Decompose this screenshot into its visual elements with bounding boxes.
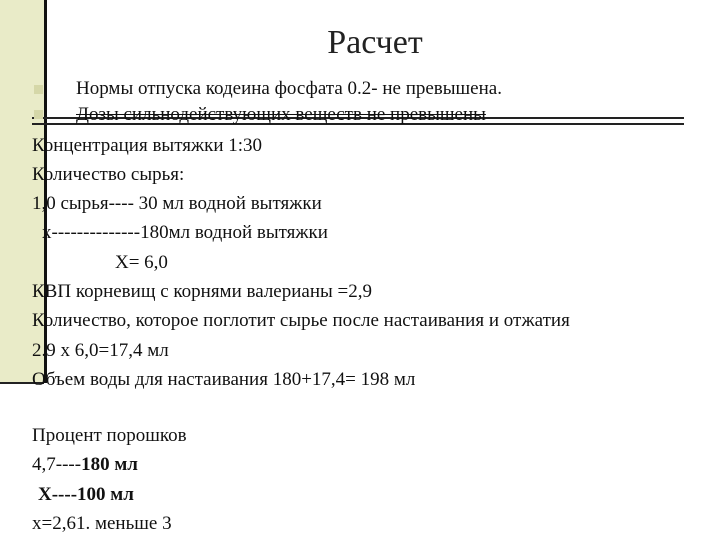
kvp-line: КВП корневищ с корнями валерианы =2,9 bbox=[32, 281, 372, 302]
quantity-heading: Количество сырья: bbox=[32, 164, 185, 185]
powder-line-1 bbox=[32, 454, 138, 476]
bullet-square-icon bbox=[34, 85, 43, 94]
result-x: Х= 6,0 bbox=[115, 252, 168, 273]
proportion-line-2: х--------------180мл водной вытяжки bbox=[42, 222, 328, 243]
calc-line: 2.9 х 6,0=17,4 мл bbox=[32, 340, 169, 361]
page-title: Расчет bbox=[327, 24, 423, 61]
proportion-line-1: 1,0 сырья---- 30 мл водной вытяжки bbox=[32, 193, 322, 214]
concentration-line: Концентрация вытяжки 1:30 bbox=[32, 135, 263, 156]
powder-line-2: Х----100 мл bbox=[38, 484, 134, 505]
water-volume-line: Объем воды для настаивания 180+17,4= 198 мл bbox=[32, 369, 416, 390]
powder-percent-heading: Процент порошков bbox=[32, 425, 187, 446]
powder-line-1-bold: 180 мл bbox=[81, 454, 138, 475]
bullet-text-2: Дозы сильнодействующих веществ не превышены bbox=[76, 104, 486, 125]
absorption-line: Количество, которое поглотит сырье после настаивания и отжатия bbox=[32, 310, 570, 331]
powder-line-1-prefix: 4,7---- bbox=[32, 454, 82, 475]
bullet-text-1: Нормы отпуска кодеина фосфата 0.2- не превышена. bbox=[76, 78, 502, 99]
powder-result: х=2,61. меньше 3 bbox=[32, 513, 172, 534]
bullet-square-icon bbox=[34, 110, 43, 119]
